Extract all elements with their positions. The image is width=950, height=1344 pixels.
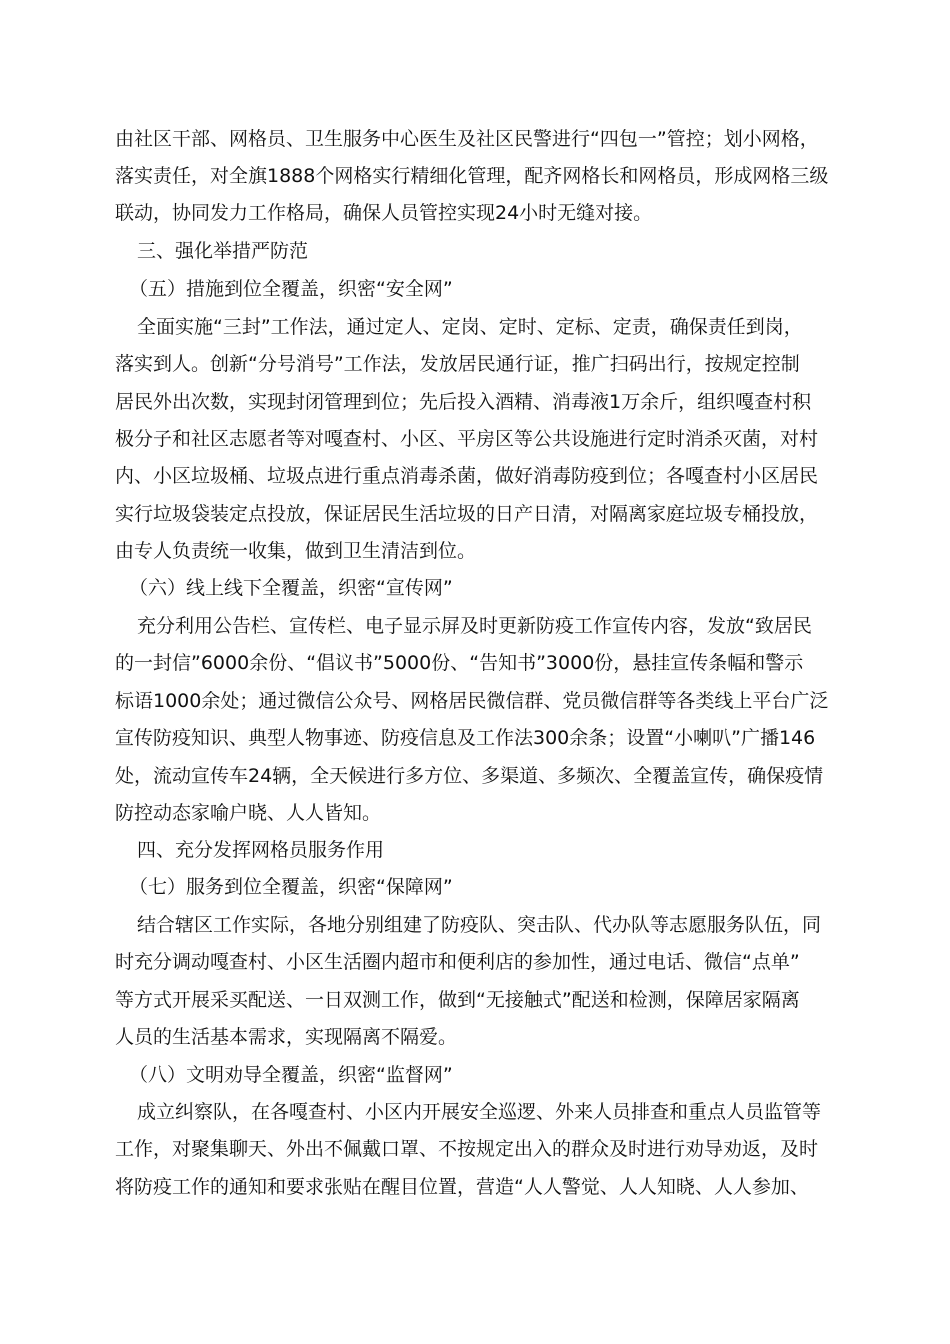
subsection-heading-5: （五）措施到位全覆盖，织密“安全网” xyxy=(129,278,453,300)
text-line: 极分子和社区志愿者等对嘎查村、小区、平房区等公共设施进行定时消杀灭菌，对村 xyxy=(115,428,819,450)
text-line: 将防疫工作的通知和要求张贴在醒目位置，营造“人人警觉、人人知晓、人人参加、 xyxy=(115,1176,809,1198)
subsection-heading-8: （八）文明劝导全覆盖，织密“监督网” xyxy=(129,1064,453,1086)
text-line: 标语1000余处；通过微信公众号、网格居民微信群、党员微信群等各类线上平台广泛 xyxy=(115,690,829,712)
text-line: 落实责任，对全旗1888个网格实行精细化管理，配齐网格长和网格员，形成网格三级 xyxy=(115,165,829,187)
text-line: 由专人负责统一收集，做到卫生清洁到位。 xyxy=(115,540,477,562)
paragraph-first-line: 结合辖区工作实际，各地分别组建了防疫队、突击队、代办队等志愿服务队伍，同 xyxy=(137,914,822,936)
text-line: 由社区干部、网格员、卫生服务中心医生及社区民警进行“四包一”管控；划小网格， xyxy=(115,128,819,150)
text-line: 内、小区垃圾桶、垃圾点进行重点消毒杀菌，做好消毒防疫到位；各嘎查村小区居民 xyxy=(115,465,819,487)
text-line: 实行垃圾袋装定点投放，保证居民生活垃圾的日产日清，对隔离家庭垃圾专桶投放， xyxy=(115,503,819,525)
section-heading-3: 三、强化举措严防范 xyxy=(137,240,309,262)
text-line: 等方式开展采买配送、一日双测工作，做到“无接触式”配送和检测，保障居家隔离 xyxy=(115,989,800,1011)
text-line: 人员的生活基本需求，实现隔离不隔爱。 xyxy=(115,1026,458,1048)
text-line: 居民外出次数，实现封闭管理到位；先后投入酒精、消毒液1万余斤，组织嘎查村积 xyxy=(115,391,812,413)
text-line: 防控动态家喻户晓、人人皆知。 xyxy=(115,802,382,824)
section-heading-4: 四、充分发挥网格员服务作用 xyxy=(137,839,385,861)
text-line: 处，流动宣传车24辆，全天候进行多方位、多渠道、多频次、全覆盖宣传，确保疫情 xyxy=(115,765,824,787)
text-line: 时充分调动嘎查村、小区生活圈内超市和便利店的参加性，通过电话、微信“点单” xyxy=(115,951,800,973)
paragraph-first-line: 充分利用公告栏、宣传栏、电子显示屏及时更新防疫工作宣传内容，发放“致居民 xyxy=(137,615,812,637)
subsection-heading-6: （六）线上线下全覆盖，织密“宣传网” xyxy=(129,577,453,599)
text-line: 宣传防疫知识、典型人物事迹、防疫信息及工作法300余条；设置“小喇叭”广播146 xyxy=(115,727,816,749)
text-line: 联动，协同发力工作格局，确保人员管控实现24小时无缝对接。 xyxy=(115,202,653,224)
text-line: 落实到人。创新“分号消号”工作法，发放居民通行证，推广扫码出行，按规定控制 xyxy=(115,353,800,375)
subsection-heading-7: （七）服务到位全覆盖，织密“保障网” xyxy=(129,876,453,898)
text-line: 的一封信”6000余份、“倡议书”5000份、“告知书”3000份，悬挂宣传条幅和警示 xyxy=(115,652,804,674)
text-line: 工作，对聚集聊天、外出不佩戴口罩、不按规定出入的群众及时进行劝导劝返，及时 xyxy=(115,1138,819,1160)
paragraph-first-line: 全面实施“三封”工作法，通过定人、定岗、定时、定标、定责，确保责任到岗， xyxy=(137,316,803,338)
paragraph-first-line: 成立纠察队，在各嘎查村、小区内开展安全巡逻、外来人员排查和重点人员监管等 xyxy=(137,1101,822,1123)
